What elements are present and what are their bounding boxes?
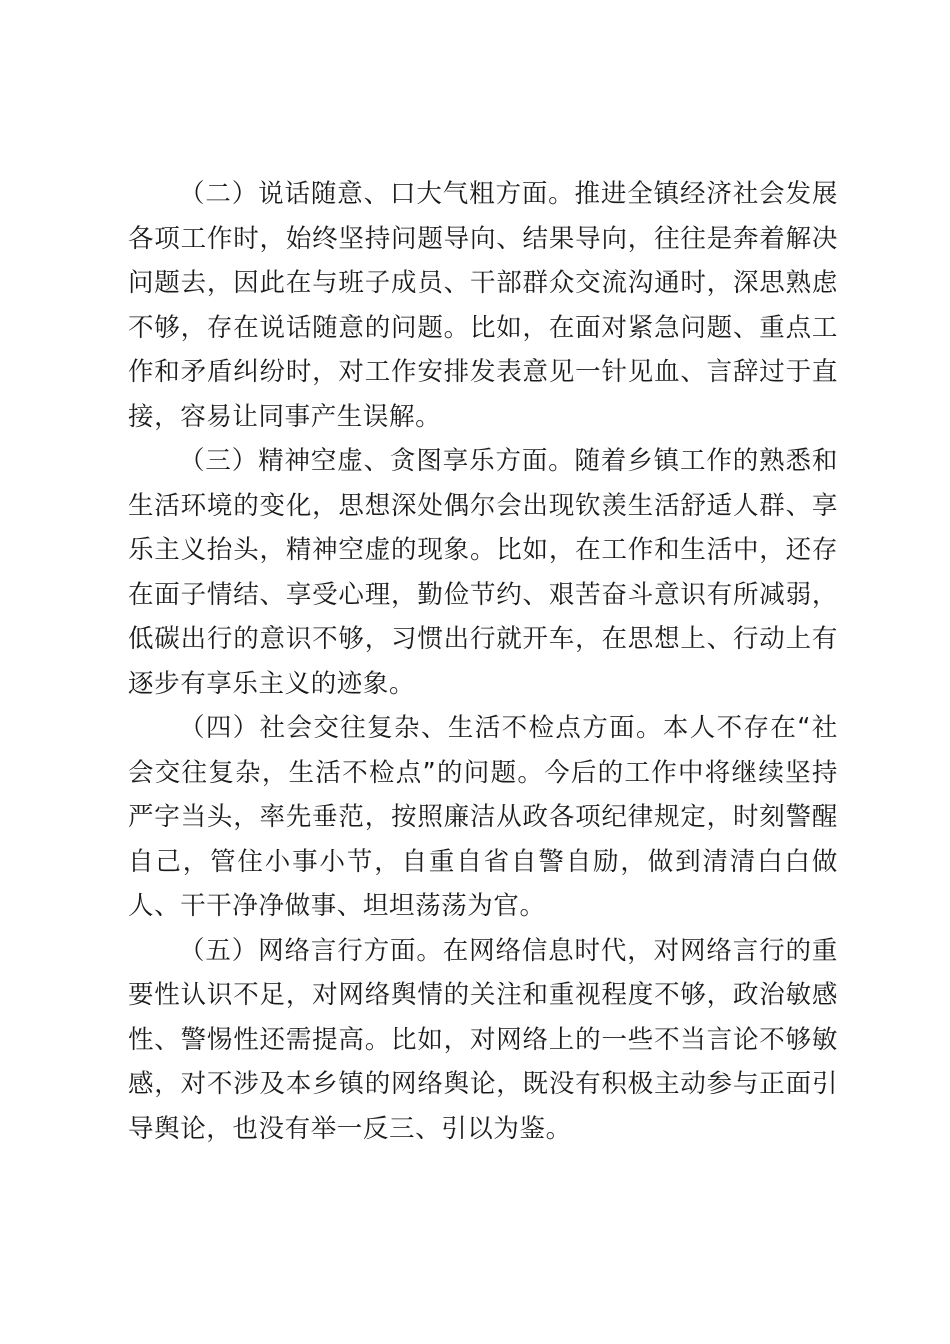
paragraph-spiritual-emptiness: （三）精神空虚、贪图享乐方面。随着乡镇工作的熟悉和生活环境的变化，思想深处偶尔会出现钦羡生活舒适人群、享乐主义抬头，精神空虚的现象。比如，在工作和生活中，还存在面子情结、享受心理，勤俭节约、艰苦奋斗意识有所减弱，低碳出行的意识不够，习惯出行就开车，在思想上、行动上有逐步有享乐主义的迹象。: [128, 446, 838, 699]
document-body: [128, 172, 838, 1151]
paragraph-online-conduct: （五）网络言行方面。在网络信息时代，对网络言行的重要性认识不足，对网络舆情的关注和重视程度不够，政治敏感性、警惕性还需提高。比如，对网络上的一些不当言论不够敏感，对不涉及本乡镇的网络舆论，既没有积极主动参与正面引导舆论，也没有举一反三、引以为鉴。: [128, 935, 838, 1144]
paragraph-speech-casual: （二）说话随意、口大气粗方面。推进全镇经济社会发展各项工作时，始终坚持问题导向、结果导向，往往是奔着解决问题去，因此在与班子成员、干部群众交流沟通时，深思熟虑不够，存在说话随意的问题。比如，在面对紧急问题、重点工作和矛盾纠纷时，对工作安排发表意见一针见血、言辞过于直接，容易让同事产生误解。: [128, 179, 838, 432]
paragraph-social-contacts: （四）社会交往复杂、生活不检点方面。本人不存在“社会交往复杂，生活不检点”的问题。今后的工作中将继续坚持严字当头，率先垂范，按照廉洁从政各项纪律规定，时刻警醒自己，管住小事小节，自重自省自警自励，做到清清白白做人、干干净净做事、坦坦荡荡为官。: [128, 713, 838, 921]
